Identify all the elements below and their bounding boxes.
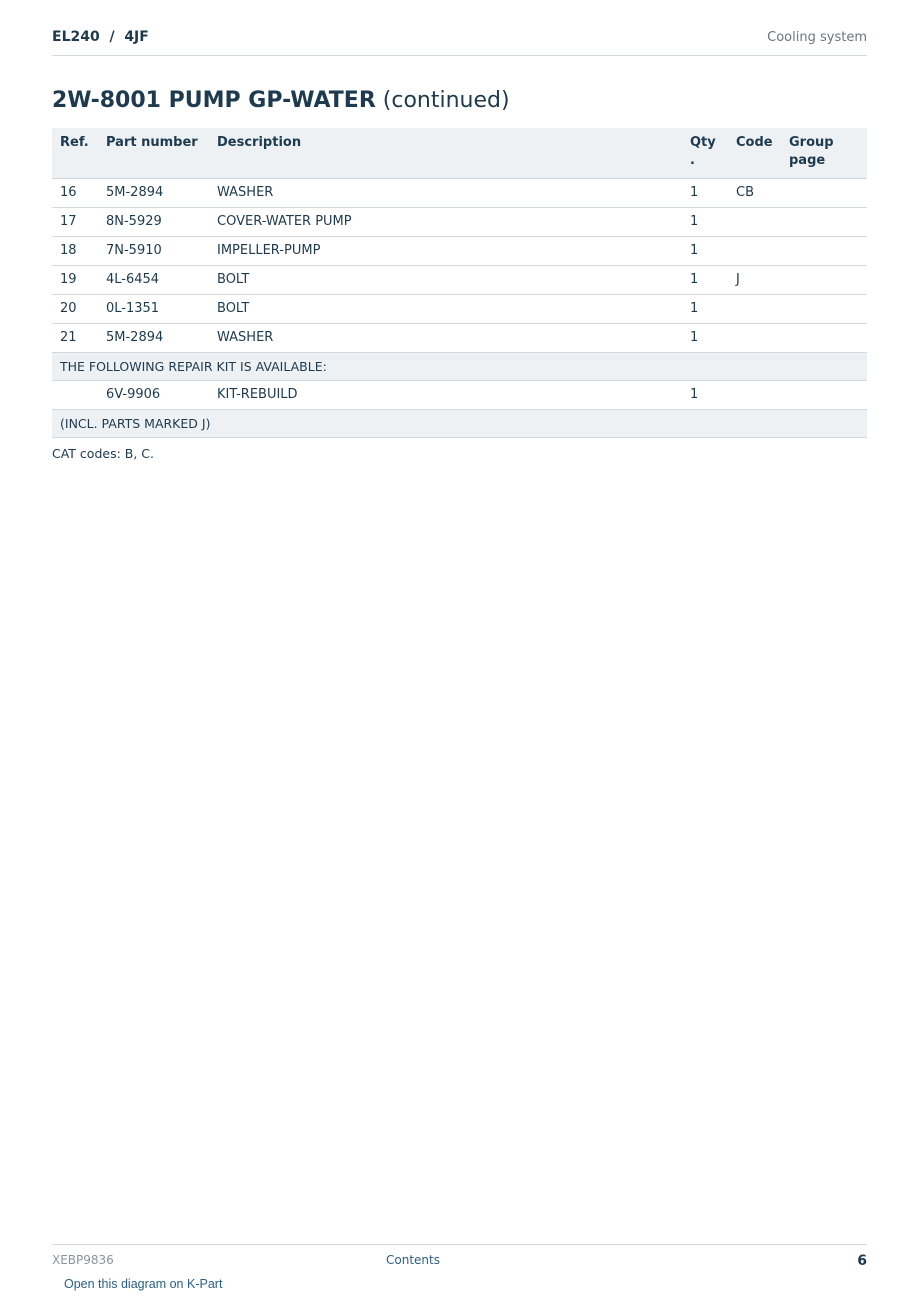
cell-qty: 1 — [682, 208, 728, 237]
document-code: XEBP9836 — [52, 1253, 114, 1267]
cell-code — [728, 208, 781, 237]
cell-group-page — [781, 266, 867, 295]
cell-qty: 1 — [682, 381, 728, 410]
cat-codes: CAT codes: B, C. — [52, 446, 154, 461]
table-row — [52, 237, 867, 266]
cell-description: IMPELLER-PUMP — [209, 237, 682, 266]
cell-group-page — [781, 237, 867, 266]
cell-group-page — [781, 381, 867, 410]
cell-qty: 1 — [682, 324, 728, 353]
table-row — [52, 295, 867, 324]
page-title-main: 2W-8001 PUMP GP-WATER — [52, 88, 376, 113]
cell-code: CB — [728, 179, 781, 208]
parts-table — [52, 128, 867, 438]
cell-description: BOLT — [209, 295, 682, 324]
kit-incl-note: (INCL. PARTS MARKED J) — [52, 410, 867, 438]
cell-part-number: 6V-9906 — [98, 381, 209, 410]
cell-code — [728, 381, 781, 410]
page-title-suffix: (continued) — [382, 88, 510, 113]
header-code: Code — [728, 128, 781, 179]
cell-part-number: 8N-5929 — [98, 208, 209, 237]
table-row — [52, 179, 867, 208]
cell-part-number: 4L-6454 — [98, 266, 209, 295]
cell-code: J — [728, 266, 781, 295]
page-footer — [52, 1244, 867, 1301]
cell-code — [728, 237, 781, 266]
cell-ref — [52, 381, 98, 410]
cell-qty: 1 — [682, 237, 728, 266]
table-row — [52, 324, 867, 353]
table-row — [52, 381, 867, 410]
cell-description: WASHER — [209, 324, 682, 353]
cell-group-page — [781, 208, 867, 237]
header-group-page: Group page — [781, 128, 867, 179]
table-row — [52, 266, 867, 295]
section-name: Cooling system — [767, 30, 867, 45]
cell-ref: 20 — [52, 295, 98, 324]
header-qty: Qty . — [682, 128, 728, 179]
cell-description: COVER-WATER PUMP — [209, 208, 682, 237]
cell-ref: 18 — [52, 237, 98, 266]
cell-code — [728, 295, 781, 324]
cell-code — [728, 324, 781, 353]
kit-incl-note-row — [52, 410, 867, 438]
cell-part-number: 5M-2894 — [98, 324, 209, 353]
cell-ref: 17 — [52, 208, 98, 237]
open-kpart-link[interactable]: Open this diagram on K-Part — [64, 1277, 223, 1291]
page-header — [52, 28, 867, 56]
table-row — [52, 208, 867, 237]
document-page — [52, 0, 867, 1300]
cell-qty: 1 — [682, 179, 728, 208]
header-description: Description — [209, 128, 682, 179]
cell-ref: 16 — [52, 179, 98, 208]
kit-note: THE FOLLOWING REPAIR KIT IS AVAILABLE: — [52, 353, 867, 381]
cell-description: BOLT — [209, 266, 682, 295]
cell-ref: 21 — [52, 324, 98, 353]
cell-qty: 1 — [682, 266, 728, 295]
page-title — [52, 88, 510, 113]
cell-group-page — [781, 324, 867, 353]
header-ref: Ref. — [52, 128, 98, 179]
cell-group-page — [781, 179, 867, 208]
cell-part-number: 5M-2894 — [98, 179, 209, 208]
cell-group-page — [781, 295, 867, 324]
cell-part-number: 0L-1351 — [98, 295, 209, 324]
kit-note-row — [52, 353, 867, 381]
page-number: 6 — [857, 1253, 867, 1269]
cell-description: WASHER — [209, 179, 682, 208]
cell-qty: 1 — [682, 295, 728, 324]
cell-ref: 19 — [52, 266, 98, 295]
breadcrumb: EL240 / 4JF — [52, 29, 149, 45]
header-part-number: Part number — [98, 128, 209, 179]
contents-link[interactable]: Contents — [386, 1253, 440, 1267]
cell-description: KIT-REBUILD — [209, 381, 682, 410]
table-header-row — [52, 128, 867, 179]
cell-part-number: 7N-5910 — [98, 237, 209, 266]
